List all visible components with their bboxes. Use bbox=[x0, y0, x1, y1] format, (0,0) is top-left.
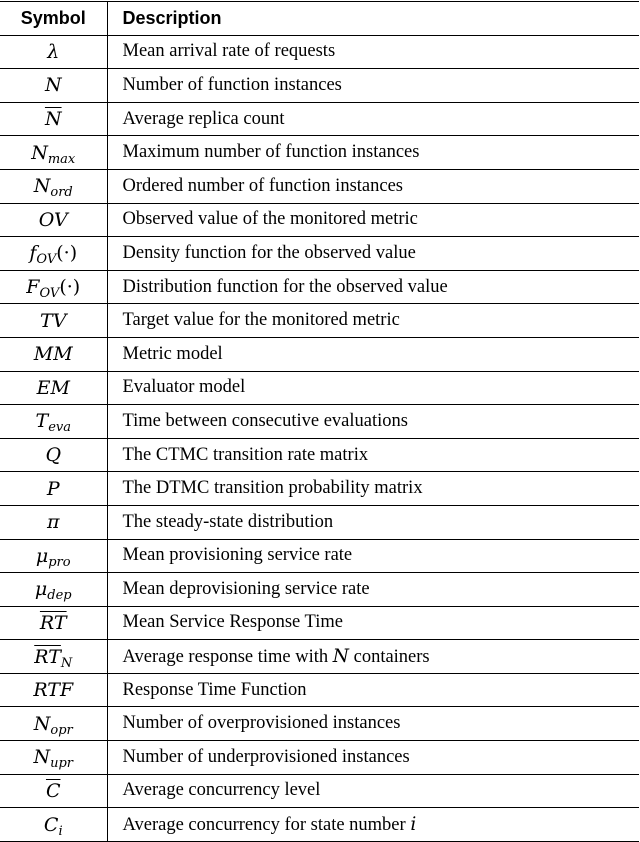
symbol-q: Q bbox=[0, 438, 107, 472]
symbol-rt-bar: $\overline{RT}$ bbox=[0, 606, 107, 640]
symbol-cap-f-ov: $F_{OV}(\cdot)$ bbox=[0, 270, 107, 304]
table-row bbox=[0, 35, 639, 69]
symbol-n-ord: $N_{ord}$ bbox=[0, 169, 107, 203]
description-cell: Maximum number of function instances bbox=[107, 136, 639, 170]
table-row bbox=[0, 405, 639, 439]
table-header-row bbox=[0, 2, 639, 36]
description-cell: Mean arrival rate of requests bbox=[107, 35, 639, 69]
description-cell: Average response time with N containers bbox=[107, 640, 639, 674]
table-row bbox=[0, 808, 639, 842]
symbol-em: EM bbox=[0, 371, 107, 405]
symbol-pi: π bbox=[0, 505, 107, 539]
symbol-table bbox=[0, 1, 639, 842]
table-row bbox=[0, 640, 639, 674]
description-cell: Average concurrency level bbox=[107, 774, 639, 808]
table-row bbox=[0, 539, 639, 573]
description-cell: Response Time Function bbox=[107, 673, 639, 707]
table-row bbox=[0, 270, 639, 304]
table-row bbox=[0, 304, 639, 338]
description-cell: Average replica count bbox=[107, 102, 639, 136]
symbol-rt-bar-n: $\overline{RT}_N$ bbox=[0, 640, 107, 674]
description-cell: The CTMC transition rate matrix bbox=[107, 438, 639, 472]
table-row bbox=[0, 472, 639, 506]
symbol-mu-pro: $\mu_{pro}$ bbox=[0, 539, 107, 573]
header-symbol: Symbol bbox=[0, 2, 107, 36]
table-row bbox=[0, 203, 639, 237]
symbol-mu-dep: $\mu_{dep}$ bbox=[0, 573, 107, 607]
description-cell: Metric model bbox=[107, 337, 639, 371]
symbol-p: P bbox=[0, 472, 107, 506]
table-row bbox=[0, 136, 639, 170]
symbol-c-bar: $\overline{C}$ bbox=[0, 774, 107, 808]
symbol-c-i: $C_i$ bbox=[0, 808, 107, 842]
description-cell: The steady-state distribution bbox=[107, 505, 639, 539]
symbol-lambda: λ bbox=[0, 35, 107, 69]
description-cell: Time between consecutive evaluations bbox=[107, 405, 639, 439]
table-row bbox=[0, 337, 639, 371]
table-row bbox=[0, 169, 639, 203]
symbol-n-bar: $\overline{N}$ bbox=[0, 102, 107, 136]
table-row bbox=[0, 741, 639, 775]
description-cell: Mean deprovisioning service rate bbox=[107, 573, 639, 607]
description-cell: Mean Service Response Time bbox=[107, 606, 639, 640]
header-description: Description bbox=[107, 2, 639, 36]
description-cell: Number of underprovisioned instances bbox=[107, 741, 639, 775]
symbol-n: N bbox=[0, 69, 107, 103]
description-cell: Observed value of the monitored metric bbox=[107, 203, 639, 237]
description-cell: Number of overprovisioned instances bbox=[107, 707, 639, 741]
description-cell: The DTMC transition probability matrix bbox=[107, 472, 639, 506]
table-row bbox=[0, 774, 639, 808]
symbol-n-opr: $N_{opr}$ bbox=[0, 707, 107, 741]
table-row bbox=[0, 505, 639, 539]
table-row bbox=[0, 573, 639, 607]
symbol-n-upr: $N_{upr}$ bbox=[0, 741, 107, 775]
symbol-rtf: RTF bbox=[0, 673, 107, 707]
description-cell: Ordered number of function instances bbox=[107, 169, 639, 203]
symbol-mm: MM bbox=[0, 337, 107, 371]
description-cell: Mean provisioning service rate bbox=[107, 539, 639, 573]
symbol-n-max: $N_{max}$ bbox=[0, 136, 107, 170]
symbol-ov: OV bbox=[0, 203, 107, 237]
description-cell: Distribution function for the observed value bbox=[107, 270, 639, 304]
description-cell: Evaluator model bbox=[107, 371, 639, 405]
symbol-t-eva: $T_{eva}$ bbox=[0, 405, 107, 439]
table-row bbox=[0, 707, 639, 741]
description-cell: Target value for the monitored metric bbox=[107, 304, 639, 338]
symbol-f-ov: $f_{OV}(\cdot)$ bbox=[0, 237, 107, 271]
description-cell: Average concurrency for state number i bbox=[107, 808, 639, 842]
table-row bbox=[0, 69, 639, 103]
table-row bbox=[0, 371, 639, 405]
symbol-tv: TV bbox=[0, 304, 107, 338]
table-row bbox=[0, 102, 639, 136]
description-cell: Number of function instances bbox=[107, 69, 639, 103]
table-row bbox=[0, 673, 639, 707]
description-cell: Density function for the observed value bbox=[107, 237, 639, 271]
table-row bbox=[0, 237, 639, 271]
table-row bbox=[0, 606, 639, 640]
table-row bbox=[0, 438, 639, 472]
